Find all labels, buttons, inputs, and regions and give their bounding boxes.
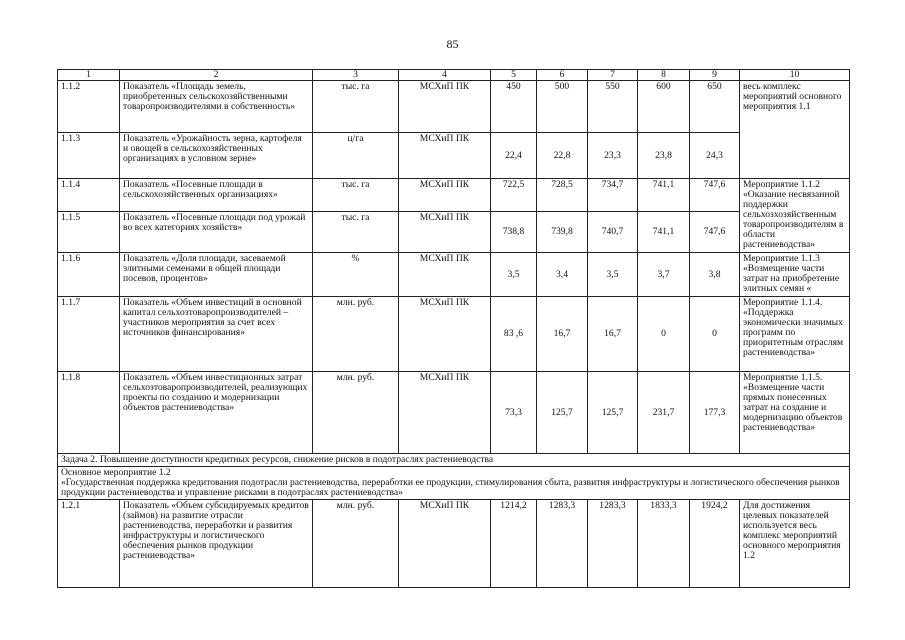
event-cell: Мероприятие 1.1.3 «Возмещение части затрат на приобретение элитных семян « xyxy=(740,253,850,297)
indicator-name: Показатель «Посевные площади под урожай во всех категориях хозяйств» xyxy=(120,212,313,253)
table-row xyxy=(58,253,850,297)
task-row xyxy=(58,454,850,467)
row-number: 1.1.8 xyxy=(58,372,120,454)
event-cell: весь комплекс мероприятий основного мероприятия 1.1 xyxy=(740,81,850,179)
value-cell: 24,3 xyxy=(690,133,740,179)
unit-cell: млн. руб. xyxy=(313,297,399,372)
value-cell: 600 xyxy=(638,81,690,133)
unit-cell: тыс. га xyxy=(313,81,399,133)
value-cell: 3,8 xyxy=(690,253,740,297)
value-cell: 1214,2 xyxy=(491,500,537,588)
value-cell: 1924,2 xyxy=(690,500,740,588)
row-number: 1.1.3 xyxy=(58,133,120,179)
table-row xyxy=(58,81,850,133)
main-event-1-2 xyxy=(58,467,850,500)
value-cell: 741,1 xyxy=(638,179,690,212)
value-cell: 500 xyxy=(537,81,588,133)
row-number: 1.1.4 xyxy=(58,179,120,212)
unit-cell: млн. руб. xyxy=(313,500,399,588)
header-cell: 2 xyxy=(120,70,313,81)
executor-cell: МСХиП ПК xyxy=(399,212,491,253)
value-cell: 16,7 xyxy=(588,297,638,372)
unit-cell: тыс. га xyxy=(313,212,399,253)
value-cell: 23,3 xyxy=(588,133,638,179)
table-row xyxy=(58,179,850,212)
header-cell: 7 xyxy=(588,70,638,81)
value-cell: 734,7 xyxy=(588,179,638,212)
event-cell: Для достижения целевых показателей используется весь комплекс мероприятий основного мероприятия 1.2 xyxy=(740,500,850,588)
value-cell: 650 xyxy=(690,81,740,133)
value-cell: 22,8 xyxy=(537,133,588,179)
value-cell: 0 xyxy=(690,297,740,372)
value-cell: 1833,3 xyxy=(638,500,690,588)
header-cell: 9 xyxy=(690,70,740,81)
value-cell: 722,5 xyxy=(491,179,537,212)
value-cell: 747,6 xyxy=(690,179,740,212)
page-number: 85 xyxy=(446,37,459,51)
unit-cell: тыс. га xyxy=(313,179,399,212)
row-number: 1.1.5 xyxy=(58,212,120,253)
row-number: 1.1.7 xyxy=(58,297,120,372)
value-cell: 125,7 xyxy=(588,372,638,454)
executor-cell: МСХиП ПК xyxy=(399,81,491,133)
value-cell: 550 xyxy=(588,81,638,133)
row-number: 1.1.6 xyxy=(58,253,120,297)
task-2-heading: Задача 2. Повышение доступности кредитных ресурсов, снижение рисков в подотраслях растениеводства xyxy=(58,454,850,467)
event-cell: Мероприятие 1.1.5. «Возмещение части прямых понесенных затрат на создание и модернизацию объектов растениеводства» xyxy=(740,372,850,454)
header-cell: 6 xyxy=(537,70,588,81)
executor-cell: МСХиП ПК xyxy=(399,297,491,372)
table-row xyxy=(58,372,850,454)
header-cell: 5 xyxy=(491,70,537,81)
executor-cell: МСХиП ПК xyxy=(399,372,491,454)
indicator-name: Показатель «Объем инвестиций в основной капитал сельхозтоваропроизводителей – участников мероприятия за счет всех источников финансирования» xyxy=(120,297,313,372)
value-cell: 741,1 xyxy=(638,212,690,253)
value-cell: 740,7 xyxy=(588,212,638,253)
executor-cell: МСХиП ПК xyxy=(399,133,491,179)
value-cell: 747,6 xyxy=(690,212,740,253)
executor-cell: МСХиП ПК xyxy=(399,179,491,212)
value-cell: 1283,3 xyxy=(537,500,588,588)
value-cell: 22,4 xyxy=(491,133,537,179)
header-cell: 8 xyxy=(638,70,690,81)
value-cell: 177,3 xyxy=(690,372,740,454)
value-cell: 231,7 xyxy=(638,372,690,454)
indicator-name: Показатель «Объем субсидируемых кредитов (займов) на развитие отрасли растениеводства, переработки и развития инфраструктуры и логистического обеспечения рынков продукции растениеводства» xyxy=(120,500,313,588)
main-event-description: «Государственная поддержка кредитования подотрасли растениеводства, переработки ее продукции, стимулирования сбыта, развития инфраструктуры и логистического обеспечения рынков продукции растениеводства и управление рисками в подотраслях растениеводства» xyxy=(61,477,840,498)
value-cell: 739,8 xyxy=(537,212,588,253)
header-cell: 4 xyxy=(399,70,491,81)
event-cell: Мероприятие 1.1.4. «Поддержка экономически значимых программ по приоритетным отраслям растениеводства» xyxy=(740,297,850,372)
value-cell: 16,7 xyxy=(537,297,588,372)
indicator-name: Показатель «Доля площади, засеваемой элитными семенами в общей площади посевов, процентов» xyxy=(120,253,313,297)
value-cell: 23,8 xyxy=(638,133,690,179)
row-number: 1.2.1 xyxy=(58,500,120,588)
header-cell: 10 xyxy=(740,70,850,81)
indicator-name: Показатель «Площадь земель, приобретенных сельскохозяйственными товаропроизводителями в собственность» xyxy=(120,81,313,133)
value-cell: 3,5 xyxy=(491,253,537,297)
value-cell: 450 xyxy=(491,81,537,133)
value-cell: 0 xyxy=(638,297,690,372)
value-cell: 3,4 xyxy=(537,253,588,297)
indicator-name: Показатель «Посевные площади в сельскохозяйственных организациях» xyxy=(120,179,313,212)
value-cell: 125,7 xyxy=(537,372,588,454)
value-cell: 3,5 xyxy=(588,253,638,297)
header-cell: 3 xyxy=(313,70,399,81)
executor-cell: МСХиП ПК xyxy=(399,253,491,297)
event-cell: Мероприятие 1.1.2 «Оказание несвязанной поддержки сельхозхозяйственным товаропроизводителям в области растениеводства» xyxy=(740,179,850,253)
table-row xyxy=(58,212,850,253)
header-cell: 1 xyxy=(58,70,120,81)
value-cell: 73,3 xyxy=(491,372,537,454)
value-cell: 728,5 xyxy=(537,179,588,212)
table-row xyxy=(58,500,850,588)
value-cell: 3,7 xyxy=(638,253,690,297)
main-event-title: Основное мероприятие 1.2 xyxy=(61,467,171,478)
column-number-row xyxy=(58,70,850,81)
table-row xyxy=(58,297,850,372)
unit-cell: ц/га xyxy=(313,133,399,179)
table-row xyxy=(58,133,850,179)
value-cell: 1283,3 xyxy=(588,500,638,588)
indicator-name: Показатель «Объем инвестиционных затрат сельхозтоваропроизводителей, реализующих проекты по созданию и модернизации объектов растениеводства» xyxy=(120,372,313,454)
value-cell: 738,8 xyxy=(491,212,537,253)
value-cell: 83 ,6 xyxy=(491,297,537,372)
indicators-table xyxy=(57,69,850,588)
unit-cell: млн. руб. xyxy=(313,372,399,454)
indicator-name: Показатель «Урожайность зерна, картофеля и овощей в сельскохозяйственных организациях в условном зерне» xyxy=(120,133,313,179)
unit-cell: % xyxy=(313,253,399,297)
main-event-row xyxy=(58,467,850,500)
executor-cell: МСХиП ПК xyxy=(399,500,491,588)
row-number: 1.1.2 xyxy=(58,81,120,133)
